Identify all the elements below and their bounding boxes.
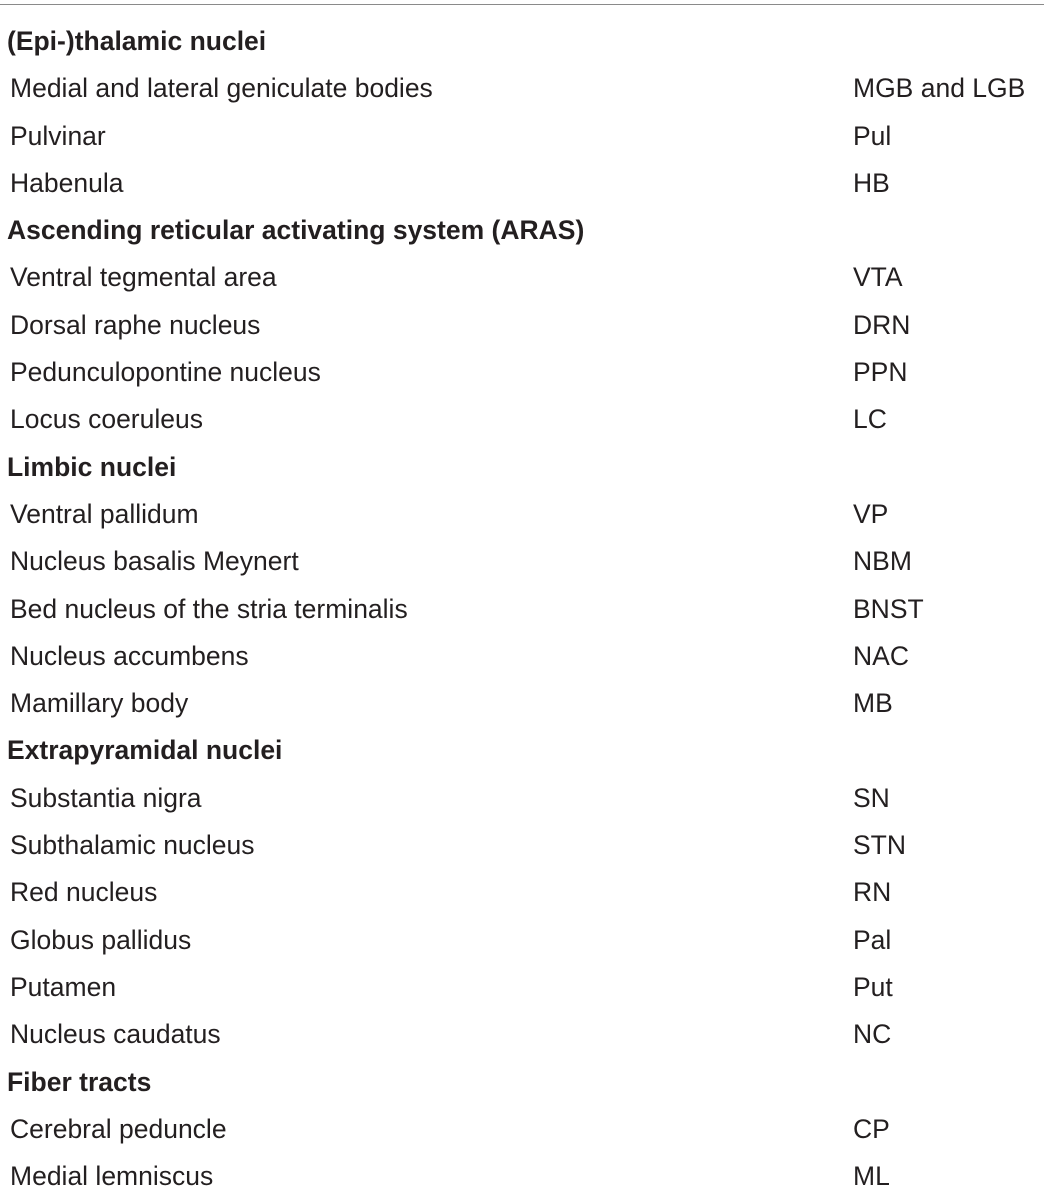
table-row [0, 586, 1044, 633]
structure-name: Cerebral peduncle [10, 1113, 227, 1144]
structure-name: Nucleus basalis Meynert [10, 546, 299, 577]
table-row [0, 822, 1044, 869]
structure-name: Ventral pallidum [10, 498, 199, 529]
table-row [0, 1011, 1044, 1058]
structure-name: Mamillary body [10, 688, 189, 719]
structure-name: Medial lemniscus [10, 1161, 214, 1192]
structure-abbreviation: RN [853, 877, 892, 908]
section-title: Extrapyramidal nuclei [7, 735, 283, 766]
table-row [0, 160, 1044, 207]
table-row [0, 113, 1044, 160]
structure-name: Pulvinar [10, 120, 106, 151]
table-row [0, 349, 1044, 396]
structure-name: Substantia nigra [10, 782, 202, 813]
table-row [0, 964, 1044, 1011]
structure-abbreviation: VP [853, 498, 889, 529]
structure-abbreviation: NC [853, 1019, 892, 1050]
structure-abbreviation: MGB and LGB [853, 73, 1026, 104]
abbreviation-table [0, 18, 1044, 1200]
table-row [0, 917, 1044, 964]
table-row [0, 1106, 1044, 1153]
structure-abbreviation: LC [853, 404, 887, 435]
table-row [0, 680, 1044, 727]
section-title: Fiber tracts [7, 1066, 152, 1097]
structure-abbreviation: STN [853, 830, 906, 861]
table-row [0, 633, 1044, 680]
section-header [0, 1059, 1044, 1106]
structure-abbreviation: NBM [853, 546, 912, 577]
section-header [0, 18, 1044, 65]
structure-name: Nucleus accumbens [10, 640, 249, 671]
section-title: Ascending reticular activating system (ARAS) [7, 215, 585, 246]
structure-abbreviation: SN [853, 782, 890, 813]
table-row [0, 775, 1044, 822]
section-header [0, 444, 1044, 491]
structure-abbreviation: PPN [853, 357, 908, 388]
structure-name: Globus pallidus [10, 924, 192, 955]
structure-abbreviation: NAC [853, 640, 909, 671]
structure-abbreviation: Pal [853, 924, 892, 955]
structure-name: Subthalamic nucleus [10, 830, 255, 861]
structure-abbreviation: Pul [853, 120, 892, 151]
structure-name: Locus coeruleus [10, 404, 203, 435]
structure-abbreviation: MB [853, 688, 893, 719]
structure-name: Red nucleus [10, 877, 158, 908]
structure-name: Medial and lateral geniculate bodies [10, 73, 433, 104]
table-row [0, 396, 1044, 443]
structure-name: Nucleus caudatus [10, 1019, 221, 1050]
structure-name: Dorsal raphe nucleus [10, 309, 261, 340]
section-header [0, 207, 1044, 254]
section-title: (Epi-)thalamic nuclei [7, 26, 267, 56]
structure-name: Pedunculopontine nucleus [10, 357, 321, 388]
structure-abbreviation: Put [853, 971, 893, 1002]
structure-name: Habenula [10, 167, 124, 198]
structure-name: Putamen [10, 971, 117, 1002]
section-title: Limbic nuclei [7, 451, 177, 482]
structure-abbreviation: HB [853, 167, 890, 198]
structure-abbreviation: CP [853, 1113, 890, 1144]
structure-abbreviation: ML [853, 1161, 890, 1192]
structure-abbreviation: BNST [853, 593, 924, 624]
structure-name: Ventral tegmental area [10, 262, 277, 293]
table-top-rule [0, 4, 1044, 5]
table-row [0, 491, 1044, 538]
structure-abbreviation: VTA [853, 262, 903, 293]
table-row [0, 538, 1044, 585]
table-row [0, 869, 1044, 916]
structure-abbreviation: DRN [853, 309, 911, 340]
table-row [0, 254, 1044, 301]
table-row [0, 302, 1044, 349]
section-header [0, 727, 1044, 774]
table-row [0, 65, 1044, 112]
structure-name: Bed nucleus of the stria terminalis [10, 593, 408, 624]
